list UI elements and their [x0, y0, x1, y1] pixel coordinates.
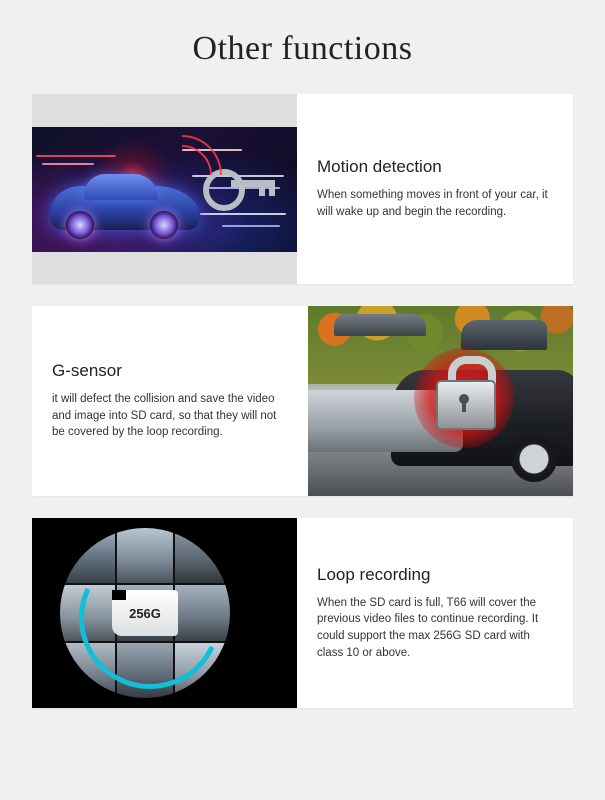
feature-title-g-sensor: G-sensor [52, 360, 122, 380]
sd-card-capacity-label: 256G [129, 605, 161, 621]
sd-card-collage-image [32, 518, 297, 708]
g-sensor-media-panel [308, 306, 573, 496]
feature-card-loop-recording [32, 518, 573, 708]
car-with-key-remote-image [32, 127, 297, 252]
motion-detection-media-panel [32, 94, 297, 284]
page-title: Other functions [192, 30, 413, 67]
feature-card-motion-detection [32, 94, 573, 284]
loop-recording-text [297, 518, 573, 708]
feature-title-loop-recording: Loop recording [317, 564, 431, 584]
cars-with-red-lock-image [308, 306, 573, 496]
loop-recording-media-panel [32, 518, 297, 708]
motion-detection-text [297, 94, 573, 284]
feature-description-loop-recording: When the SD card is full, T66 will cover the previous video files to continue recording. It could support the max 256G SD card with class 10 or above. [317, 596, 539, 659]
feature-description-g-sensor: it will defect the collision and save the video and image into SD card, so that they will not be covered by the loop recording. [52, 392, 277, 439]
feature-card-g-sensor [32, 306, 573, 496]
g-sensor-text [32, 306, 308, 496]
feature-description-motion-detection: When something moves in front of your car, it will wake up and begin the recording. [317, 189, 548, 218]
feature-title-motion-detection: Motion detection [317, 157, 442, 177]
